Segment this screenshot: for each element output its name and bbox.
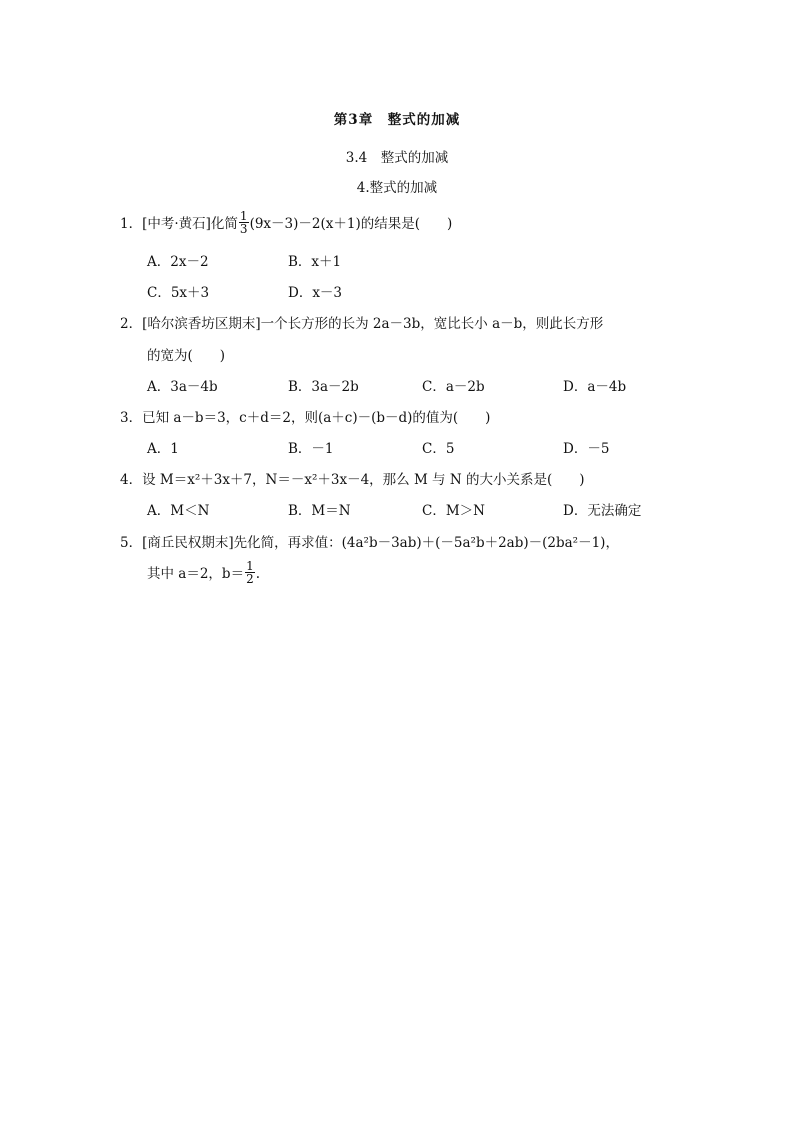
question-number: 4．: [120, 472, 143, 488]
fraction-denominator: 3: [239, 222, 248, 236]
option-4c: C．M＞N: [422, 503, 485, 519]
question-2-line2: 的宽为( ): [147, 348, 226, 364]
option-2a: A．3a－4b: [147, 379, 218, 395]
question-stem-line1: [商丘民权期末]先化简，再求值：(4a²b－3ab)＋(－5a²b＋2ab)－(2ba²－1)，: [142, 535, 619, 551]
option-2b: B．3a－2b: [288, 379, 359, 395]
question-stem-line1: [哈尔滨香坊区期末]一个长方形的长为 2a－3b，宽比长小 a－b，则此长方形: [142, 316, 604, 332]
option-1b: B．x＋1: [288, 254, 342, 270]
question-stem-after: (9x－3)－2(x＋1)的结果是( ): [249, 216, 453, 232]
question-5: [120, 531, 619, 551]
question-stem-line2-after: .: [255, 566, 261, 582]
question-3: [120, 406, 490, 426]
chapter-title: 第3章 整式的加减: [333, 112, 461, 128]
option-4d: D．无法确定: [563, 503, 642, 519]
section-title: 3.4 整式的加减: [345, 150, 449, 166]
question-5-line2: [147, 559, 261, 587]
option-3c: C．5: [422, 441, 455, 457]
option-4a: A．M＜N: [147, 503, 210, 519]
option-1c: C．5x＋3: [147, 285, 210, 301]
fraction-numerator: 1: [246, 559, 254, 573]
fraction-denominator: 2: [246, 572, 254, 586]
question-number: 3．: [120, 410, 143, 426]
option-1a: A．2x－2: [147, 254, 209, 270]
question-1: [120, 209, 453, 237]
question-number: 5．: [120, 535, 143, 551]
option-3d: D．－5: [563, 441, 610, 457]
option-1d: D．x－3: [288, 285, 343, 301]
question-2: [120, 312, 603, 332]
fraction-one-third: [239, 210, 249, 235]
option-2c: C．a－2b: [422, 379, 485, 395]
option-3a: A．1: [147, 441, 179, 457]
question-stem-line2-before: 其中 a＝2，b＝: [147, 566, 245, 582]
fraction-one-half: [245, 560, 255, 585]
question-number: 2．: [120, 316, 143, 332]
question-stem: 已知 a－b＝3，c＋d＝2，则(a＋c)－(b－d)的值为( ): [142, 410, 491, 426]
subsection-title: 4.整式的加减: [356, 180, 438, 196]
option-4b: B．M＝N: [288, 503, 351, 519]
option-3b: B．－1: [288, 441, 334, 457]
question-stem-before: [中考·黄石]化简: [142, 216, 238, 232]
question-stem: 设 M＝x²＋3x＋7，N＝－x²＋3x－4，那么 M 与 N 的大小关系是( ): [142, 472, 585, 488]
option-2d: D．a－4b: [563, 379, 627, 395]
fraction-numerator: 1: [239, 209, 248, 223]
question-4: [120, 468, 585, 488]
question-number: 1．: [120, 216, 143, 232]
